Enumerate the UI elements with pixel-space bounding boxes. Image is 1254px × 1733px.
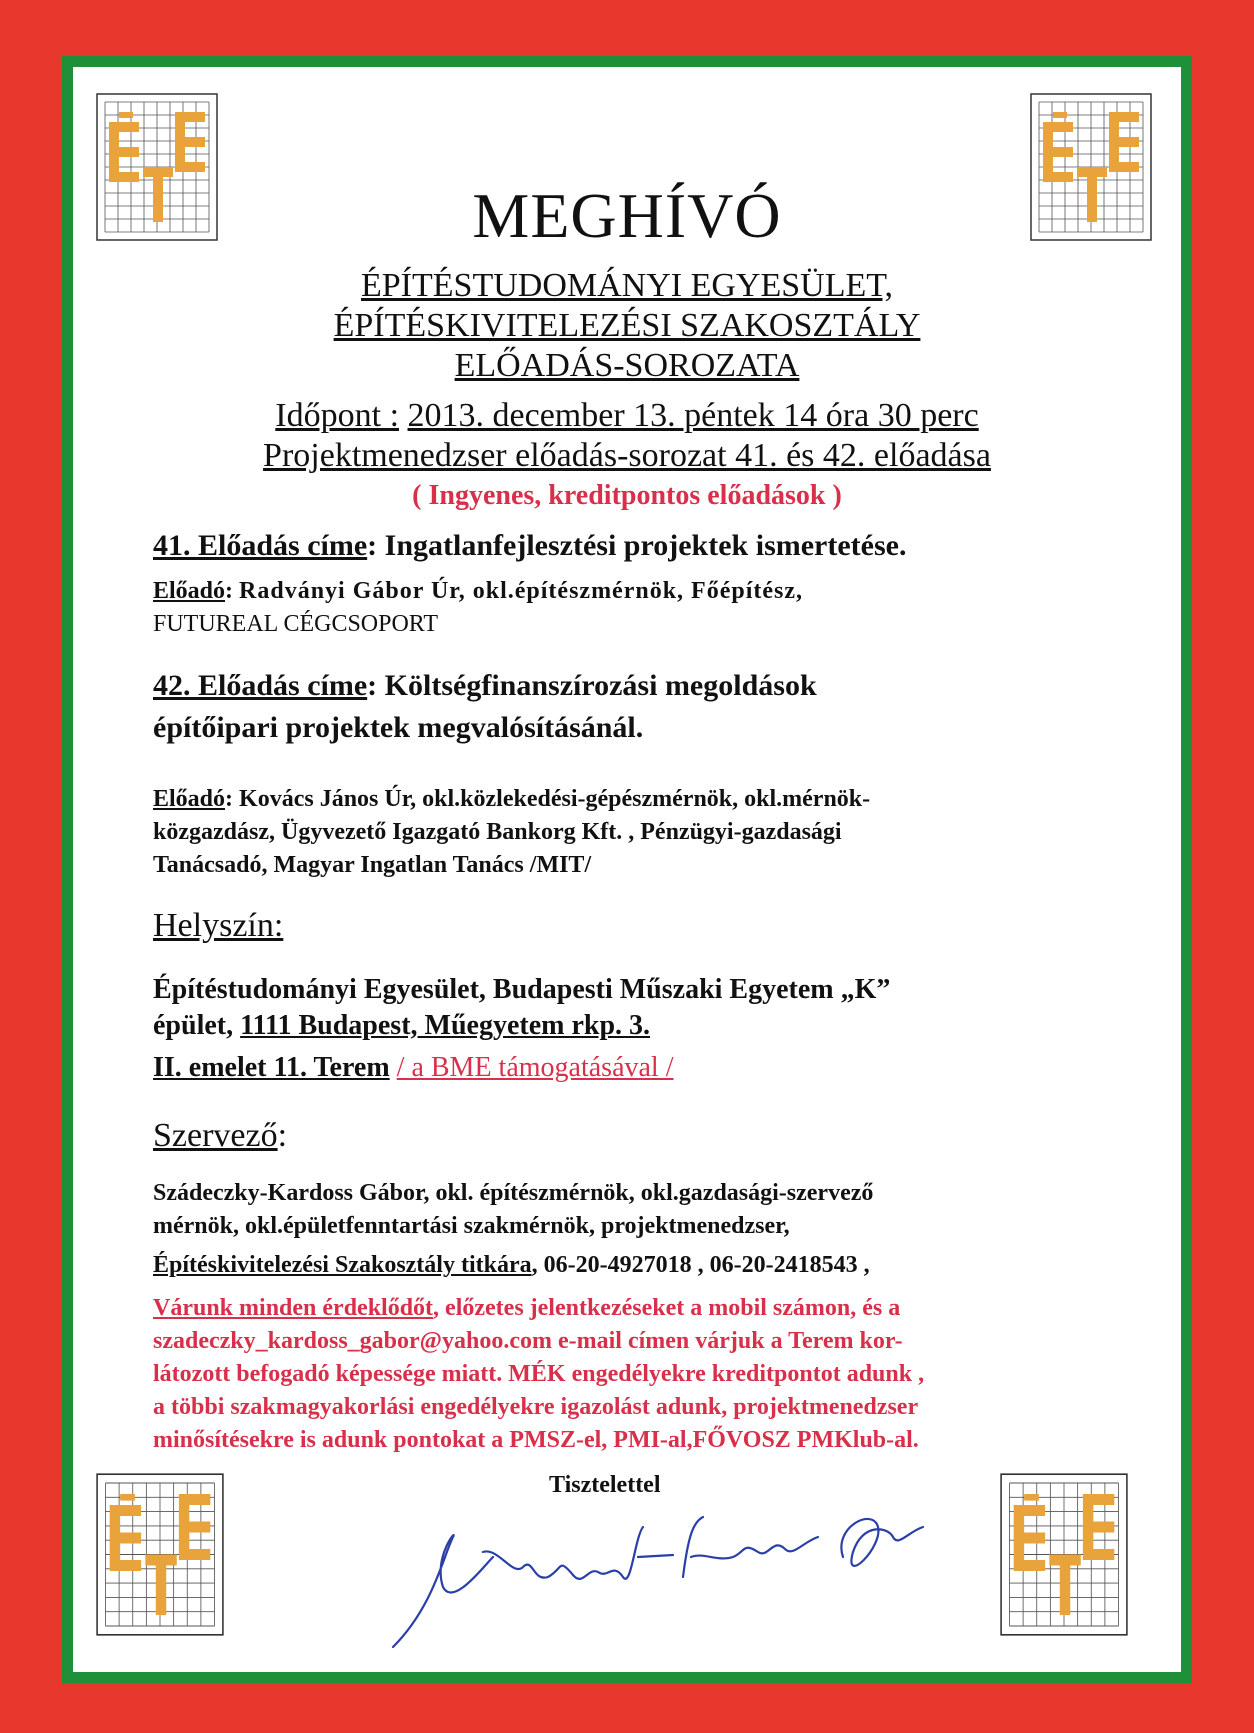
lecture-42-title: 42. Előadás címe: Költségfinanszírozási megoldások építőipari projektek megvalósításánál.: [153, 669, 817, 744]
free-note: ( Ingyenes, kreditpontos előadások ): [412, 480, 842, 511]
lecture-41-speaker: Előadó: Radványi Gábor Úr, okl.építészmérnök, Főépítész, FUTUREAL CÉGCSOPORT: [153, 578, 804, 637]
organizer-contact: Építéskivitelezési Szakosztály titkára, 06-20-4927018 , 06-20-2418543 ,: [153, 1252, 870, 1278]
venue-heading: Helyszín:: [153, 907, 284, 944]
lecture-41-title: 41. Előadás címe: Ingatlanfejlesztési projektek ismertetése.: [153, 529, 907, 562]
closing-regards: Tisztelettel: [549, 1472, 661, 1498]
ete-logo-icon: [999, 1472, 1129, 1637]
venue-address: Építéstudományi Egyesület, Budapesti Műszaki Egyetem „K” épület, 1111 Budapest, Műegyetem rkp. 3.: [153, 974, 891, 1041]
org-line-3: ELŐADÁS-SOROZATA: [454, 347, 800, 384]
time-value: 2013. december 13. péntek 14 óra 30 perc: [407, 397, 979, 434]
ete-logo-icon: [95, 1472, 225, 1637]
org-line-2: ÉPÍTÉSKIVITELEZÉSI SZAKOSZTÁLY: [333, 307, 921, 344]
organizer-heading: Szervező:: [153, 1117, 288, 1154]
page-title: MEGHÍVÓ: [472, 180, 782, 251]
venue-room: II. emelet 11. Terem / a BME támogatásával /: [153, 1052, 674, 1083]
event-time: [73, 397, 1181, 435]
invitation-text: Várunk minden érdeklődőt, előzetes jelentkezéseket a mobil számon, és a szadeczky_kardoss_gabor@yahoo.com e-mail címen várjuk a Terem kor- látozott befogadó képessége miatt. MÉK engedélyekre kreditpontot adunk , a többi szakmagyakorlási engedélyekre igazolást adunk, projektmenedzser minősítésekre is adunk pontokat a PMSZ-el, PMI-al,FŐVOSZ PMKlub-al.: [153, 1295, 925, 1453]
org-line-1: ÉPÍTÉSTUDOMÁNYI EGYESÜLET,: [361, 267, 893, 304]
lecture-42-speaker: Előadó: Kovács János Úr, okl.közlekedési-gépészmérnök, okl.mérnök- közgazdász, Ügyvezető Igazgató Bankorg Kft. , Pénzügyi-gazdasági Tanácsadó, Magyar Ingatlan Tanács /MIT/: [153, 786, 871, 878]
organizer-details: Szádeczky-Kardoss Gábor, okl. építészmérnök, okl.gazdasági-szervező mérnök, okl.épületfenntartási szakmérnök, projektmenedzser,: [153, 1180, 874, 1239]
signature-icon: [373, 1497, 933, 1657]
series-line: Projektmenedzser előadás-sorozat 41. és 42. előadása: [263, 437, 991, 474]
content-area: [73, 67, 1181, 1672]
time-label: Időpont :: [275, 397, 400, 434]
